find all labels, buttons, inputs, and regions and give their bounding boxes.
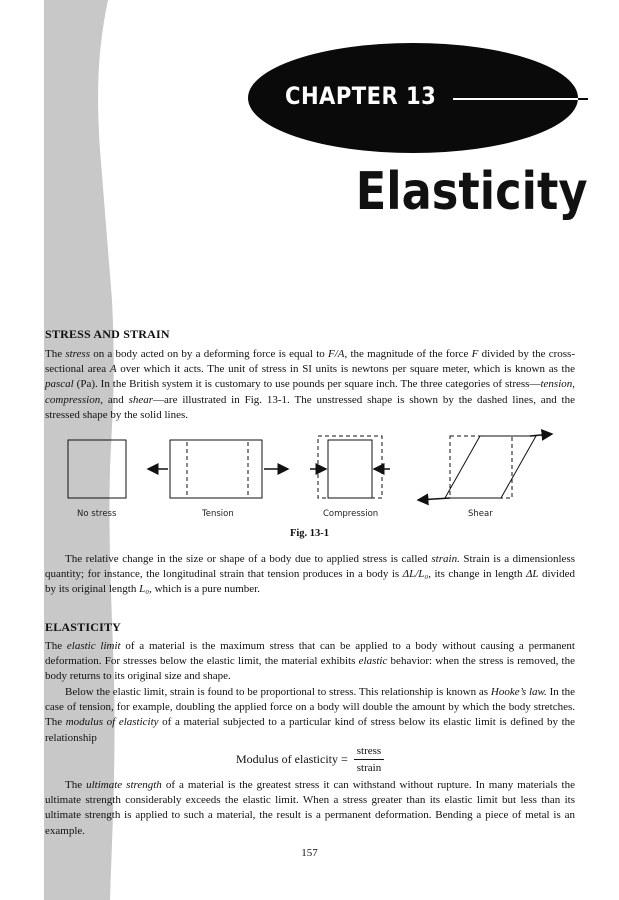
section-heading-stress-strain: STRESS AND STRAIN bbox=[45, 327, 170, 341]
figure-label-compression: Compression bbox=[323, 509, 379, 519]
modulus-equation bbox=[236, 745, 384, 774]
no-stress-shape bbox=[68, 440, 126, 498]
compression-shape bbox=[328, 440, 372, 498]
figure-caption: Fig. 13-1 bbox=[289, 528, 330, 539]
figure-label-tension: Tension bbox=[202, 509, 234, 519]
equation-numerator: stress bbox=[354, 745, 384, 760]
paragraph-stress-definition: The stress on a body acted on by a deforming force is equal to F/A, the magnitude of the force F divided by the cross-sectional area A over which it acts. The unit of stress in SI units is newtons per square meter, which is known as the pascal (Pa). In the British system it is customary to use pounds per square inch. The three categories of stress—tension, compression, and shear—are illustrated in Fig. 13-1. The unstressed shape is shown by the dashed lines, and the stressed shape by the solid lines. bbox=[45, 348, 576, 421]
chapter-title: Elasticity bbox=[355, 162, 587, 222]
equation-denominator: strain bbox=[356, 762, 382, 774]
equation-lhs: Modulus of elasticity = bbox=[236, 752, 348, 766]
shear-shape bbox=[445, 436, 536, 498]
figure-label-shear: Shear bbox=[468, 509, 493, 519]
section-heading-elasticity: ELASTICITY bbox=[45, 620, 122, 634]
paragraph-strain-definition: The relative change in the size or shape of a body due to applied stress is called strain. Strain is a dimensionless quantity; for instance, the longitudinal strain that tension produces in a body is ΔL/L₀, its change in length ΔL divided by its original length L₀, which is a pure number. bbox=[45, 553, 575, 596]
chapter-label: CHAPTER 13 bbox=[285, 82, 437, 110]
paragraph-ultimate-strength: The ultimate strength of a material is the greatest stress it can withstand without rupture. In many materials the ultimate strength considerably exceeds the elastic limit. When a stress greater than its elastic limit but less than its ultimate strength is applied to such a material, the result is a permanent deformation. Bending a piece of metal is an example. bbox=[45, 779, 575, 837]
tension-shape bbox=[170, 440, 262, 498]
paragraph-hookes-law: Below the elastic limit, strain is found to be proportional to stress. This relationship is known as Hooke’s law. In the case of tension, for example, doubling the applied force on a body will double the amount by which the body stretches. The modulus of elasticity of a material subjected to a particular kind of stress below its elastic limit is defined by the relationship bbox=[45, 686, 576, 744]
paragraph-elastic-limit: The elastic limit of a material is the maximum stress that can be applied to a body without causing a permanent deformation. For stresses below the elastic limit, the material exhibits elastic behavior: when the stress is removed, the body returns to its original size and shape. bbox=[45, 640, 576, 683]
figure-label-no-stress: No stress bbox=[77, 509, 117, 519]
page-number: 157 bbox=[301, 847, 318, 859]
equation-fraction bbox=[354, 745, 384, 774]
shear-dashed-outline bbox=[450, 436, 512, 498]
